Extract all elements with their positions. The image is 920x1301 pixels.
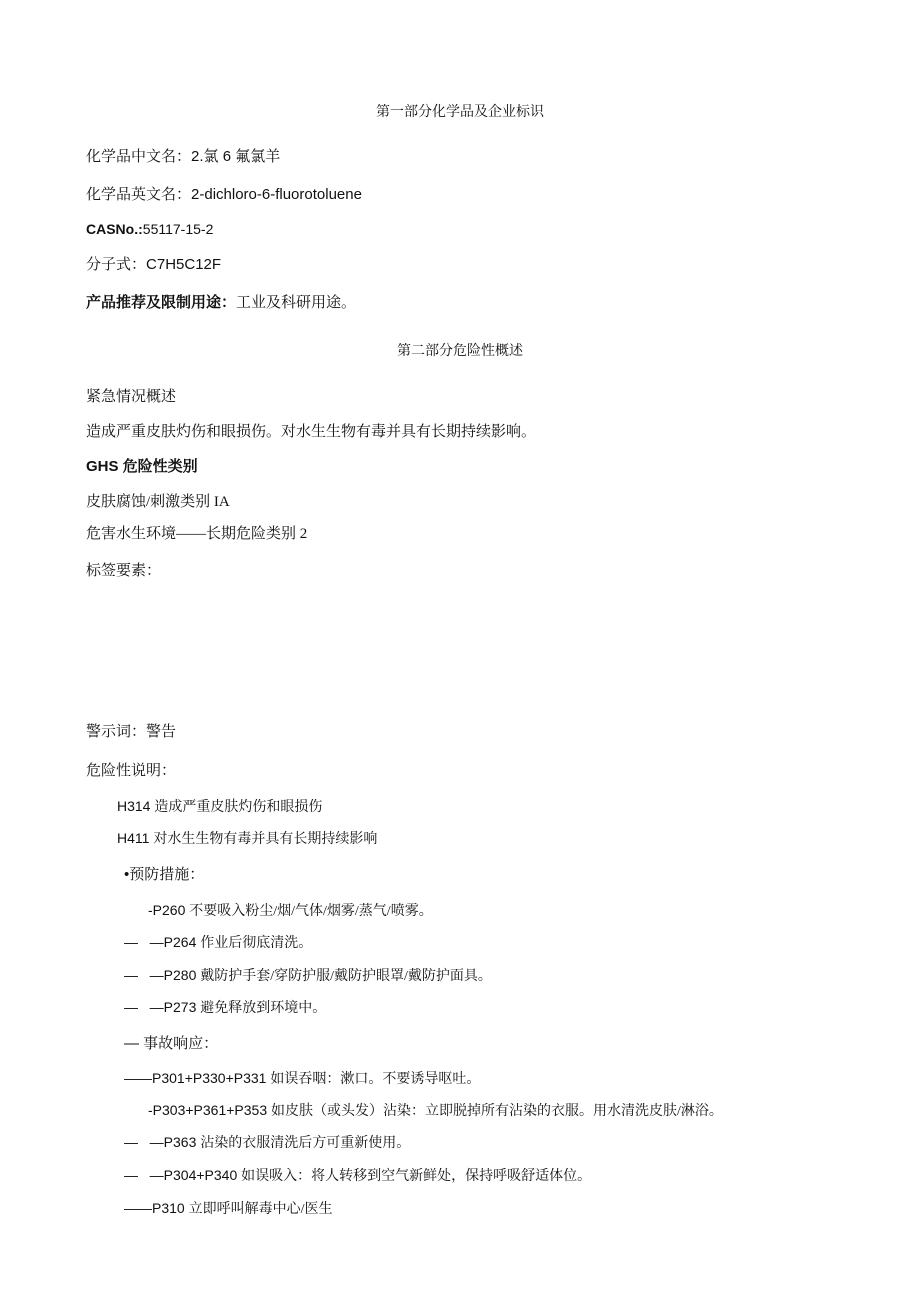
precaution-text: 避免释放到环境中。	[200, 1001, 327, 1016]
prevention-heading: •预防措施：	[124, 866, 205, 883]
label-elements: 标签要素：	[86, 562, 162, 579]
section2-title: 第二部分危险性概述	[397, 342, 523, 358]
molecular-formula	[86, 256, 221, 274]
precaution-item	[148, 901, 433, 921]
precaution-code: —P264	[149, 934, 197, 950]
precaution-code: -P260	[148, 902, 186, 918]
precaution-item	[124, 998, 326, 1018]
ghs-item: 皮肤腐蚀/刺激类别 IA	[86, 494, 230, 510]
response-item	[124, 1069, 480, 1089]
recommended-use	[86, 294, 356, 312]
precaution-text: 作业后彻底清洗。	[200, 936, 313, 951]
hazard-heading: 危险性说明：	[86, 762, 177, 779]
response-item	[124, 1166, 591, 1186]
ghs-item: 危害水生环境——长期危险类别 2	[86, 526, 308, 542]
cas-value: 55117-15-2	[142, 221, 214, 237]
formula-label: 分子式：	[86, 256, 147, 273]
hazard-code: H314	[117, 798, 151, 814]
chemical-cn-name-label: 化学品中文名：	[86, 148, 192, 165]
cas-label: CASNo.:	[86, 221, 143, 237]
precaution-code: —P280	[149, 967, 197, 983]
precaution-text: 戴防护手套/穿防护服/戴防护眼罩/戴防护面具。	[200, 969, 492, 984]
chemical-cn-name-value: 2.氯 6 氟氯羊	[191, 148, 281, 165]
response-heading: — 事故响应：	[124, 1035, 219, 1052]
chemical-en-name-label: 化学品英文名：	[86, 186, 192, 203]
ghs-heading-text: GHS 危险性类别	[86, 458, 198, 475]
chemical-en-name-value: 2-dichloro-6-fluorotoluene	[191, 186, 362, 203]
cas-number	[86, 220, 213, 238]
ghs-heading	[86, 458, 198, 476]
response-dash: —	[124, 1134, 138, 1150]
precaution-dash: —	[124, 934, 138, 950]
response-dash: —	[124, 1167, 138, 1183]
response-text: 立即呼叫解毒中心/医生	[188, 1202, 333, 1217]
use-value: 工业及科研用途。	[236, 295, 357, 311]
precaution-text: 不要吸入粉尘/烟/气体/烟雾/蒸气/喷雾。	[189, 904, 433, 919]
precaution-code: —P273	[149, 999, 197, 1015]
response-text: 如误吸入：将人转移到空气新鲜处，保持呼吸舒适体位。	[241, 1169, 592, 1184]
section1-title: 第一部分化学品及企业标识	[376, 103, 544, 119]
precaution-item	[124, 933, 312, 953]
hazard-text: 对水生生物有毒并具有长期持续影响	[153, 832, 378, 847]
response-code: —P363	[149, 1134, 197, 1150]
chemical-cn-name	[86, 148, 280, 166]
chemical-en-name	[86, 186, 362, 204]
response-code: -P303+P361+P353	[148, 1102, 268, 1118]
hazard-statement	[117, 797, 322, 817]
response-item	[148, 1101, 723, 1121]
response-item	[124, 1199, 332, 1219]
response-text: 沾染的衣服清洗后方可重新使用。	[200, 1136, 411, 1151]
emergency-text: 造成严重皮肤灼伤和眼损伤。对水生生物有毒并具有长期持续影响。	[86, 424, 537, 440]
signal-word: 警示词：警告	[86, 723, 177, 740]
precaution-dash: —	[124, 999, 138, 1015]
hazard-code: H411	[117, 830, 150, 846]
response-code: —P304+P340	[149, 1167, 238, 1183]
hazard-statement	[117, 829, 377, 849]
formula-value: C7H5C12F	[146, 256, 222, 273]
response-text: 如误吞咽：漱口。不要诱导呕吐。	[270, 1072, 481, 1087]
precaution-dash: —	[124, 967, 138, 983]
response-code: ——P301+P330+P331	[124, 1070, 267, 1086]
response-text: 如皮肤（或头发）沾染：立即脱掉所有沾染的衣服。用水清洗皮肤/淋浴。	[271, 1104, 723, 1119]
response-item	[124, 1133, 410, 1153]
emergency-heading: 紧急情况概述	[86, 388, 177, 405]
precaution-item	[124, 966, 492, 986]
hazard-text: 造成严重皮肤灼伤和眼损伤	[154, 800, 323, 815]
use-label: 产品推荐及限制用途：	[86, 294, 237, 311]
response-code: ——P310	[124, 1200, 185, 1216]
